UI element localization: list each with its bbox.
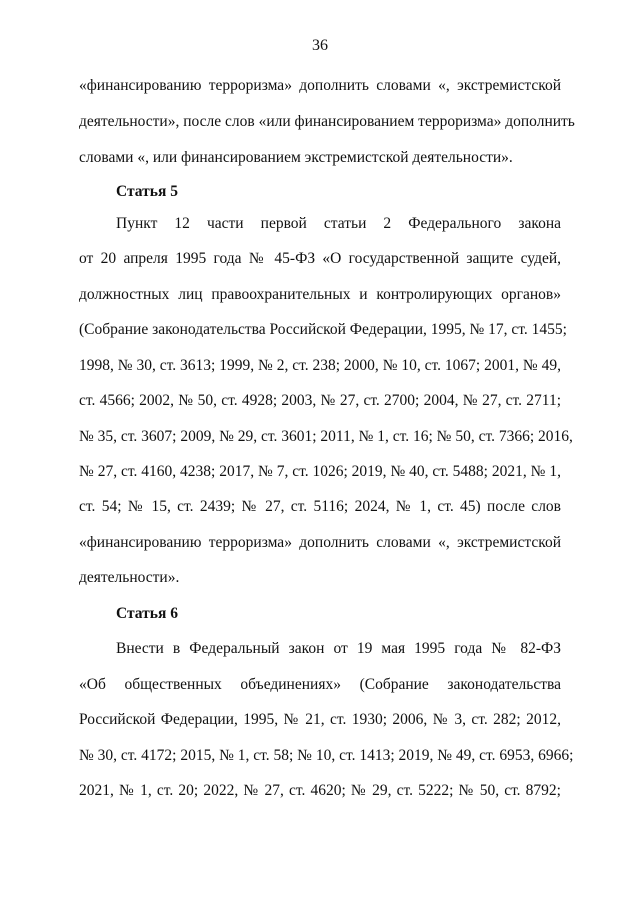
paragraph-line: ст. 4566; 2002, № 50, ст. 4928; 2003, № 27, ст. 2700; 2004, № 27, ст. 2711;: [79, 392, 561, 409]
paragraph-line: деятельности», после слов «или финансированием терроризма» дополнить: [79, 113, 575, 130]
article-5-heading: Статья 5: [116, 183, 178, 200]
paragraph-line: деятельности».: [79, 569, 180, 586]
paragraph-line: «финансированию терроризма» дополнить словами «, экстремистской: [79, 77, 561, 94]
article-6-heading: Статья 6: [116, 605, 178, 622]
paragraph-line: «Об общественных объединениях» (Собрание законодательства: [79, 676, 561, 693]
paragraph-line: должностных лиц правоохранительных и контролирующих органов»: [79, 286, 561, 303]
paragraph-line: № 27, ст. 4160, 4238; 2017, № 7, ст. 1026; 2019, № 40, ст. 5488; 2021, № 1,: [79, 463, 561, 480]
paragraph-line: словами «, или финансированием экстремистской деятельности».: [79, 149, 513, 166]
paragraph-line: Пункт 12 части первой статьи 2 Федерального закона: [116, 215, 561, 232]
paragraph-line: 2021, № 1, ст. 20; 2022, № 27, ст. 4620; № 29, ст. 5222; № 50, ст. 8792;: [79, 782, 561, 799]
paragraph-line: Внести в Федеральный закон от 19 мая 1995 года № 82-ФЗ: [116, 640, 561, 657]
page-number: 36: [312, 37, 328, 54]
paragraph-line: (Собрание законодательства Российской Федерации, 1995, № 17, ст. 1455;: [79, 321, 567, 338]
paragraph-line: № 30, ст. 4172; 2015, № 1, ст. 58; № 10, ст. 1413; 2019, № 49, ст. 6953, 6966;: [79, 747, 574, 764]
paragraph-line: ст. 54; № 15, ст. 2439; № 27, ст. 5116; 2024, № 1, ст. 45) после слов: [79, 498, 561, 515]
paragraph-line: № 35, ст. 3607; 2009, № 29, ст. 3601; 2011, № 1, ст. 16; № 50, ст. 7366; 2016,: [79, 428, 573, 445]
paragraph-line: Российской Федерации, 1995, № 21, ст. 1930; 2006, № 3, ст. 282; 2012,: [79, 711, 561, 728]
paragraph-line: «финансированию терроризма» дополнить словами «, экстремистской: [79, 534, 561, 551]
paragraph-line: 1998, № 30, ст. 3613; 1999, № 2, ст. 238; 2000, № 10, ст. 1067; 2001, № 49,: [79, 357, 561, 374]
paragraph-line: от 20 апреля 1995 года № 45-ФЗ «О государственной защите судей,: [79, 250, 561, 267]
